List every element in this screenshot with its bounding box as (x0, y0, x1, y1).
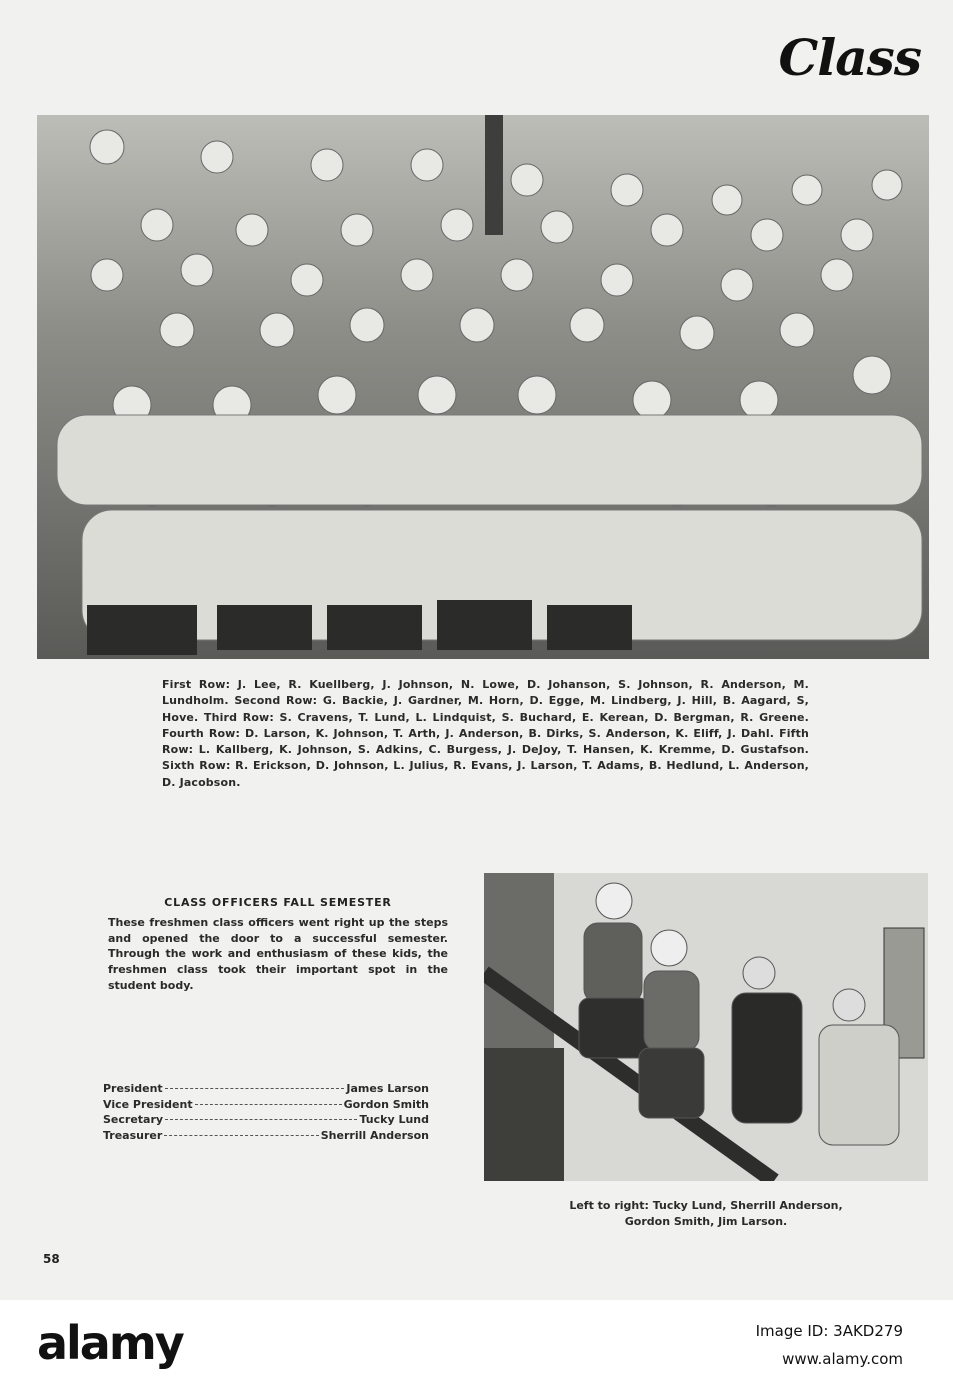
officer-row (103, 1129, 429, 1145)
officers-photo-caption (484, 1198, 928, 1229)
leader-dots (164, 1135, 318, 1136)
officer-row (103, 1082, 429, 1098)
caption-line: Gordon Smith, Jim Larson. (624, 1214, 788, 1228)
officers-photo (484, 873, 928, 1181)
group-photo-caption: First Row: J. Lee, R. Kuellberg, J. Johnson, N. Lowe, D. Johanson, S. Johnson, R. Anderson, M. Lundholm. Second Row: G. Backie, J. Gardner, M. Horn, D. Egge, M. Lindberg, J. Hill, B. Aagard, S, Hove. Third Row: S. Cravens, T. Lund, L. Lindquist, S. Buchard, E. Kerean, D. Bergman, R. Greene. Fourth Row: D. Larson, K. Johnson, T. Arth, J. Anderson, B. Dirks, S. Anderson, K. Eliff, J. Dahl. Fifth Row: L. Kallberg, K. Johnson, S. Adkins, C. Burgess, J. DeJoy, T. Hansen, K. Kremme, D. Gustafson. Sixth Row: R. Erickson, D. Johnson, L. Julius, R. Evans, J. Larson, T. Adams, B. Hedlund, L. Anderson, D. Jacobson. (162, 678, 809, 789)
site-url: www.alamy.com (782, 1350, 903, 1368)
leader-dots (195, 1104, 342, 1105)
leader-dots (165, 1119, 357, 1120)
caption-line: Left to right: Tucky Lund, Sherrill Anderson, (569, 1199, 843, 1212)
officer-name: Gordon Smith (343, 1097, 429, 1111)
page-heading: Class (778, 28, 921, 87)
page-number: 58 (43, 1252, 60, 1266)
officer-title: Vice President (103, 1097, 193, 1111)
officers-title: CLASS OFFICERS FALL SEMESTER (164, 896, 392, 909)
officer-row (103, 1113, 429, 1129)
stock-watermark-bar (0, 1300, 953, 1390)
class-group-photo (37, 115, 929, 659)
officer-title: Treasurer (103, 1128, 163, 1142)
alamy-logo: alamy (37, 1316, 183, 1370)
officers-list (103, 1082, 429, 1144)
officer-title: Secretary (103, 1113, 164, 1126)
officer-name: James Larson (346, 1082, 429, 1095)
officer-name: Sherrill Anderson (320, 1128, 429, 1142)
leader-dots (165, 1088, 345, 1089)
officer-row (103, 1098, 429, 1114)
officers-paragraph: These freshmen class officers went right up the steps and opened the door to a successful semester. Through the work and enthusiasm of these kids, the freshmen class took their important spot in the student body. (108, 916, 448, 992)
officer-name: Tucky Lund (359, 1113, 429, 1126)
image-id-label: Image ID: 3AKD279 (755, 1322, 903, 1340)
officer-title: President (103, 1082, 163, 1095)
